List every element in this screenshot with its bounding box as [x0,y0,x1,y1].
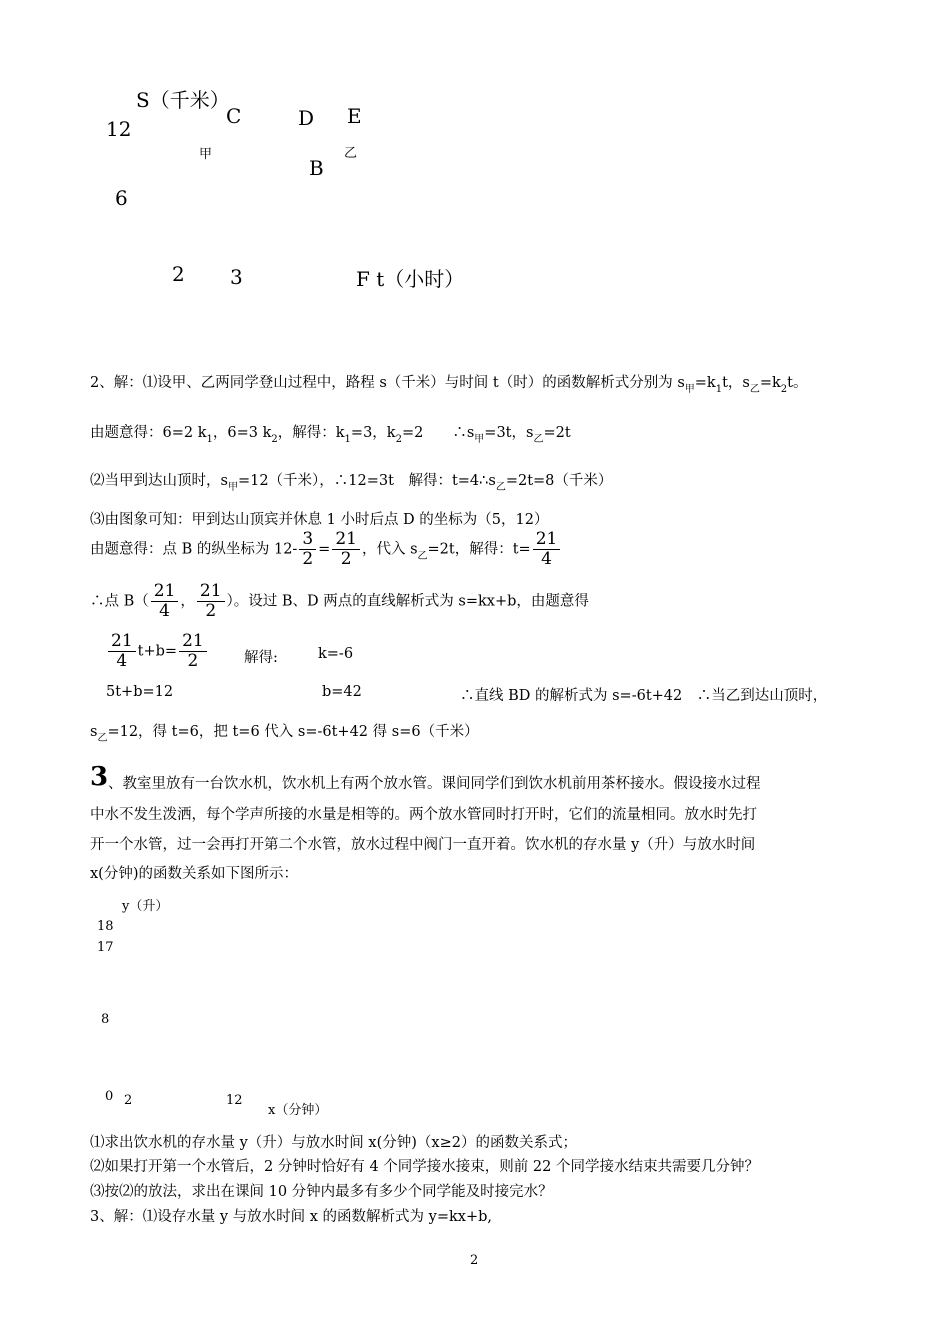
graph1-point-b: B [309,156,324,180]
graph2-tick-17: 17 [97,940,114,955]
graph1-tick-x2: 2 [172,262,185,286]
fraction-21-4-c: $\frac{21}{4}$ [108,632,136,671]
fraction-21-4-b: $\frac{21}{4}$ [151,582,179,621]
graph2-origin: 0 [105,1089,114,1104]
graph1-label-jia: 甲 [199,147,213,162]
graph2-tick-8: 8 [101,1012,110,1027]
graph2-x-axis-label: x（分钟） [268,1103,328,1118]
q3-paragraph-line2: 中水不发生泼洒，每个学声所接的水量是相等的。两个放水管同时打开时，它们的流量相同。放水时先打 [90,807,757,823]
q3-subquestion-3: ⑶按⑵的放法，求出在课间 10 分钟内最多有多少个同学能及时接完水？ [90,1184,553,1200]
sol2-line9: $s_乙=12$，得 t=6，把 t=6 代入 s=-6t+42 得 s=6（千米） [90,724,479,744]
page-number: 2 [470,1253,479,1268]
sol2-k-value: k=-6 [318,646,354,662]
graph2-y-axis-label: y（升） [122,899,169,914]
sol2-eq2: 5t+b=12 [106,684,174,700]
graph2-tick-x12: 12 [226,1093,243,1108]
fraction-21-2: $\frac{21}{2}$ [332,530,360,569]
graph1-y-axis-label: S（千米） [136,88,230,112]
graph1-point-d: D [298,106,315,130]
graph1-point-c: C [226,104,242,128]
sol2-line5: 由题意得：点 B 的纵坐标为 12- $\frac{3}{2}$ = $\frac{21}{2}$ ，代入 $s_乙=2t$，解得：t= $\frac{21}{4}$ [90,530,562,569]
q3-paragraph-line1: 、教室里放有一台饮水机，饮水机上有两个放水管。课间同学们到饮水机前用茶杯接水。假设接水过程 [108,776,761,792]
fraction-3-2: $\frac{3}{2}$ [299,530,316,569]
q3-subquestion-1: ⑴求出饮水机的存水量 y（升）与放水时间 x(分钟)（x≥2）的函数关系式； [90,1135,577,1151]
sol2-b-value: b=42 [322,684,362,700]
sol2-line7: $\frac{21}{4}$ t+b= $\frac{21}{2}$ [106,632,209,671]
graph1-point-e: E [347,104,362,128]
fraction-21-2-b: $\frac{21}{2}$ [197,582,225,621]
fraction-21-2-c: $\frac{21}{2}$ [179,632,207,671]
graph1-label-yi: 乙 [344,146,358,161]
q3-subquestion-2: ⑵如果打开第一个水管后，2 分钟时恰好有 4 个同学接水接束，则前 22 个同学接水结束共需要几分钟？ [90,1159,759,1175]
q3-paragraph-line3: 开一个水管，过一会再打开第二个水管，放水过程中阀门一直开着。饮水机的存水量 y（升）与放水时间 [90,837,756,853]
sol2-line2: 由题意得：6=2 $k_1$，6=3 $k_2$，解得：$k_1=3$，$k_2=2$ $\therefore s_甲=3t$，$s_乙=2t$ [90,425,571,445]
q3-solution-start: 3、解：⑴设存水量 y 与放水时间 x 的函数解析式为 y=kx+b, [90,1209,492,1225]
fraction-21-4: $\frac{21}{4}$ [533,530,561,569]
graph1-tick-6: 6 [115,186,128,210]
graph1-x-axis-label: F t（小时） [356,267,465,291]
sol2-line8-text: ∴直线 BD 的解析式为 s=-6t+42 ∴当乙到达山顶时， [460,688,828,704]
graph2-tick-18: 18 [97,919,114,934]
sol2-solve-label: 解得: [244,650,278,666]
q3-number: 3 [90,762,109,792]
sol2-line6: ∴点 B（ $\frac{21}{4}$ ， $\frac{21}{2}$ ）。设过 B、D 两点的直线解析式为 s=kx+b，由题意得 [90,581,589,621]
sol2-line1: 2、解：⑴设甲、乙两同学登山过程中，路程 s（千米）与时间 t（时）的函数解析式分别为 $s_甲=k_1t$，$s_乙=k_2t$。 [90,375,808,395]
sol2-line4: ⑶由图象可知：甲到达山顶宾并休息 1 小时后点 D 的坐标为（5，12） [90,512,549,528]
graph2-tick-x2: 2 [124,1093,133,1108]
graph1-tick-x3: 3 [230,265,243,289]
graph1-tick-12: 12 [106,117,132,141]
sol2-line3: ⑵当甲到达山顶时，$s_甲=12$（千米），∴12=3t 解得：$t=4\therefore s_乙=2t=8$（千米） [90,473,613,493]
q3-paragraph-line4: x(分钟)的函数关系如下图所示： [90,866,298,882]
